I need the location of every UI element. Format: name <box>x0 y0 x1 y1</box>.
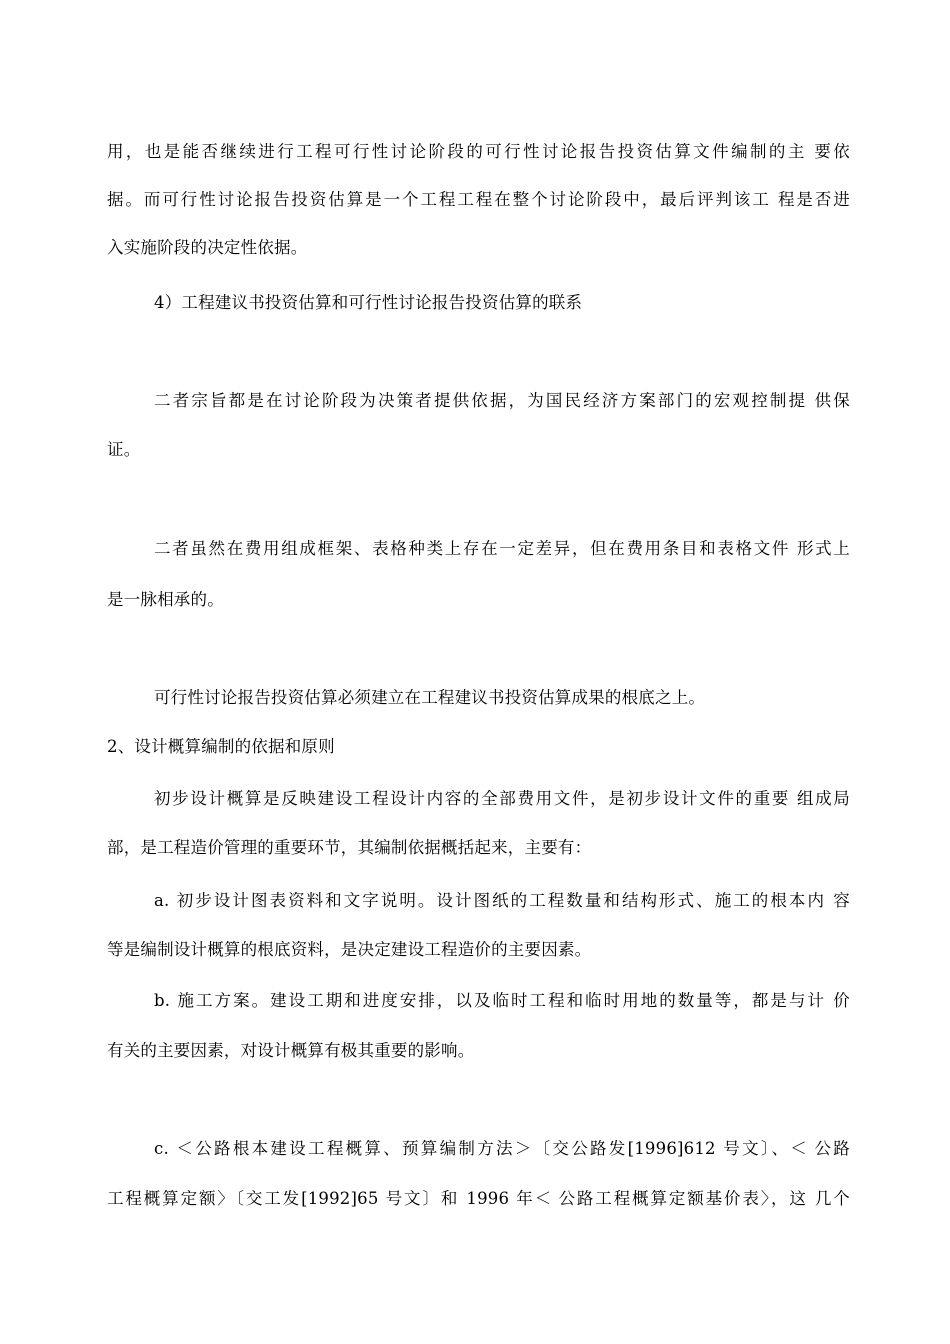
paragraph-line-12: 部，是工程造价管理的重要环节，其编制依据概括起来，主要有： <box>107 838 592 857</box>
paragraph-line-2: 据。而可行性讨论报告投资估算是一个工程工程在整个讨论阶段中，最后评判该工 程是否进 <box>107 190 850 209</box>
list-item-b-line-1: b. 施工方案。建设工期和进度安排，以及临时工程和临时用地的数量等，都是与计 价 <box>154 991 850 1010</box>
paragraph-line-11: 初步设计概算是反映建设工程设计内容的全部费用文件，是初步设计文件的重要 组成局 <box>154 789 850 808</box>
list-item-b-line-2: 有关的主要因素，对设计概算有极其重要的影响。 <box>107 1041 475 1060</box>
list-item-a-line-1: a. 初步设计图表资料和文字说明。设计图纸的工程数量和结构形式、施工的根本内 容 <box>154 891 850 910</box>
list-item-a-line-2: 等是编制设计概算的根底资料，是决定建设工程造价的主要因素。 <box>107 940 592 959</box>
paragraph-line-5: 二者宗旨都是在讨论阶段为决策者提供依据，为国民经济方案部门的宏观控制提 供保 <box>154 391 850 410</box>
paragraph-line-1: 用，也是能否继续进行工程可行性讨论阶段的可行性讨论报告投资估算文件编制的主 要依 <box>107 142 850 161</box>
paragraph-line-7: 二者虽然在费用组成框架、表格种类上存在一定差异，但在费用条目和表格文件 形式上 <box>154 539 850 558</box>
section-heading-4: 4）工程建议书投资估算和可行性讨论报告投资估算的联系 <box>154 293 583 312</box>
list-item-c-line-2: 工程概算定额〉〔交工发[1992]65 号文〕和 1996 年＜ 公路工程概算定额基价表〉，这 几个 <box>107 1189 850 1208</box>
paragraph-line-9: 可行性讨论报告投资估算必须建立在工程建议书投资估算成果的根底之上。 <box>154 688 706 707</box>
list-item-c-line-1: c. ＜公路根本建设工程概算、预算编制方法＞〔交公路发[1996]612 号文〕、＜ 公路 <box>154 1139 850 1158</box>
paragraph-line-6: 证。 <box>107 440 141 459</box>
paragraph-line-8: 是一脉相承的。 <box>107 590 224 609</box>
paragraph-line-3: 入实施阶段的决定性依据。 <box>107 238 308 257</box>
section-heading-2: 2、设计概算编制的依据和原则 <box>107 737 335 756</box>
